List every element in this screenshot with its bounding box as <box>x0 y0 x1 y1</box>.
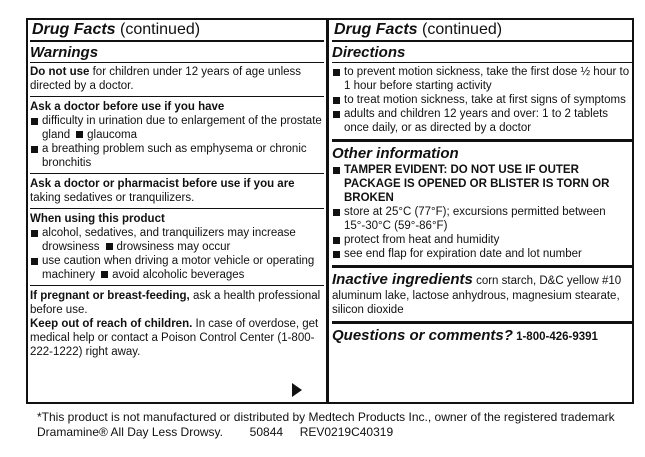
list-item: store at 25°C (77°F); excursions permitted between 15°-30°C (59°-86°F) <box>332 205 632 233</box>
inactive-text: corn starch, D&C yellow #10 aluminum lake, lactose anhydrous, magnesium stearate, silicon dioxide <box>332 275 622 316</box>
separator <box>30 96 324 97</box>
list-item: a breathing problem such as emphysema or chronic bronchitis <box>30 142 324 170</box>
other-info-title: Other information <box>332 145 459 162</box>
when-using-title: When using this product <box>30 213 165 225</box>
left-column <box>30 20 324 359</box>
list-item: use caution when driving a motor vehicle or operating machinery avoid alcoholic beverages <box>30 254 324 282</box>
keep-out-warning: Keep out of reach of children. In case of overdose, get medical help or contact a Poison Control Center (1-800-222-1222) right away. <box>30 318 319 358</box>
section-rule <box>332 321 632 324</box>
directions-rule <box>332 62 632 63</box>
do-not-use <box>30 65 324 93</box>
warnings-rule <box>30 62 324 63</box>
left-header <box>30 20 324 42</box>
right-column <box>332 20 632 345</box>
left-header-suffix: (continued) <box>120 21 201 38</box>
list-item: protect from heat and humidity <box>332 233 632 247</box>
directions-title: Directions <box>332 44 406 61</box>
list-item: difficulty in urination due to enlargement of the prostate gland glaucoma <box>30 114 324 142</box>
left-header-title: Drug Facts <box>32 21 116 38</box>
ask-doctor-list <box>30 114 324 170</box>
pregnant-warning: If pregnant or breast-feeding, ask a health professional before use. <box>30 290 321 316</box>
column-divider <box>326 18 329 404</box>
continue-arrow-icon <box>292 383 302 397</box>
separator <box>30 173 324 174</box>
right-header <box>332 20 632 42</box>
list-item: to treat motion sickness, take at first signs of symptoms <box>332 93 632 107</box>
right-header-title: Drug Facts <box>334 21 418 38</box>
right-header-suffix: (continued) <box>422 21 503 38</box>
separator <box>30 208 324 209</box>
list-item: adults and children 12 years and over: 1 to 2 tablets once daily, or as directed by a doctor <box>332 107 632 135</box>
section-rule <box>332 139 632 142</box>
list-item: see end flap for expiration date and lot number <box>332 247 632 261</box>
section-rule <box>332 265 632 268</box>
separator <box>30 285 324 286</box>
list-item: to prevent motion sickness, take the first dose ½ hour to 1 hour before starting activity <box>332 65 632 93</box>
questions-title: Questions or comments? <box>332 327 513 344</box>
list-item: alcohol, sedatives, and tranquilizers may increase drowsiness drowsiness may occur <box>30 226 324 254</box>
warnings-title: Warnings <box>30 44 99 61</box>
footnote-line-1: *This product is not manufactured or distributed by Medtech Products Inc., owner of the registered trademark <box>37 410 615 424</box>
do-not-use-lead: Do not use <box>30 66 90 78</box>
ask-pharmacist: Ask a doctor or pharmacist before use if you are taking sedatives or tranquilizers. <box>30 178 295 204</box>
directions-list <box>332 65 632 135</box>
inactive-title: Inactive ingredients <box>332 271 473 288</box>
bullet-square-icon <box>106 243 113 250</box>
inactive-ingredients <box>332 271 632 317</box>
bullet-square-icon <box>101 271 108 278</box>
questions <box>332 327 632 345</box>
questions-phone: 1-800-426-9391 <box>516 331 598 343</box>
when-using-list <box>30 226 324 282</box>
footnote-line-2: Dramamine® All Day Less Drowsy. 50844 REV0219C40319 <box>37 425 394 439</box>
other-info-list <box>332 163 632 261</box>
bullet-square-icon <box>76 131 83 138</box>
ask-doctor-title: Ask a doctor before use if you have <box>30 101 225 113</box>
footnote <box>37 410 637 440</box>
list-item: TAMPER EVIDENT: DO NOT USE IF OUTER PACKAGE IS OPENED OR BLISTER IS TORN OR BROKEN <box>332 163 632 205</box>
do-not-use-text: for children under 12 years of age unless directed by a doctor. <box>30 66 302 92</box>
